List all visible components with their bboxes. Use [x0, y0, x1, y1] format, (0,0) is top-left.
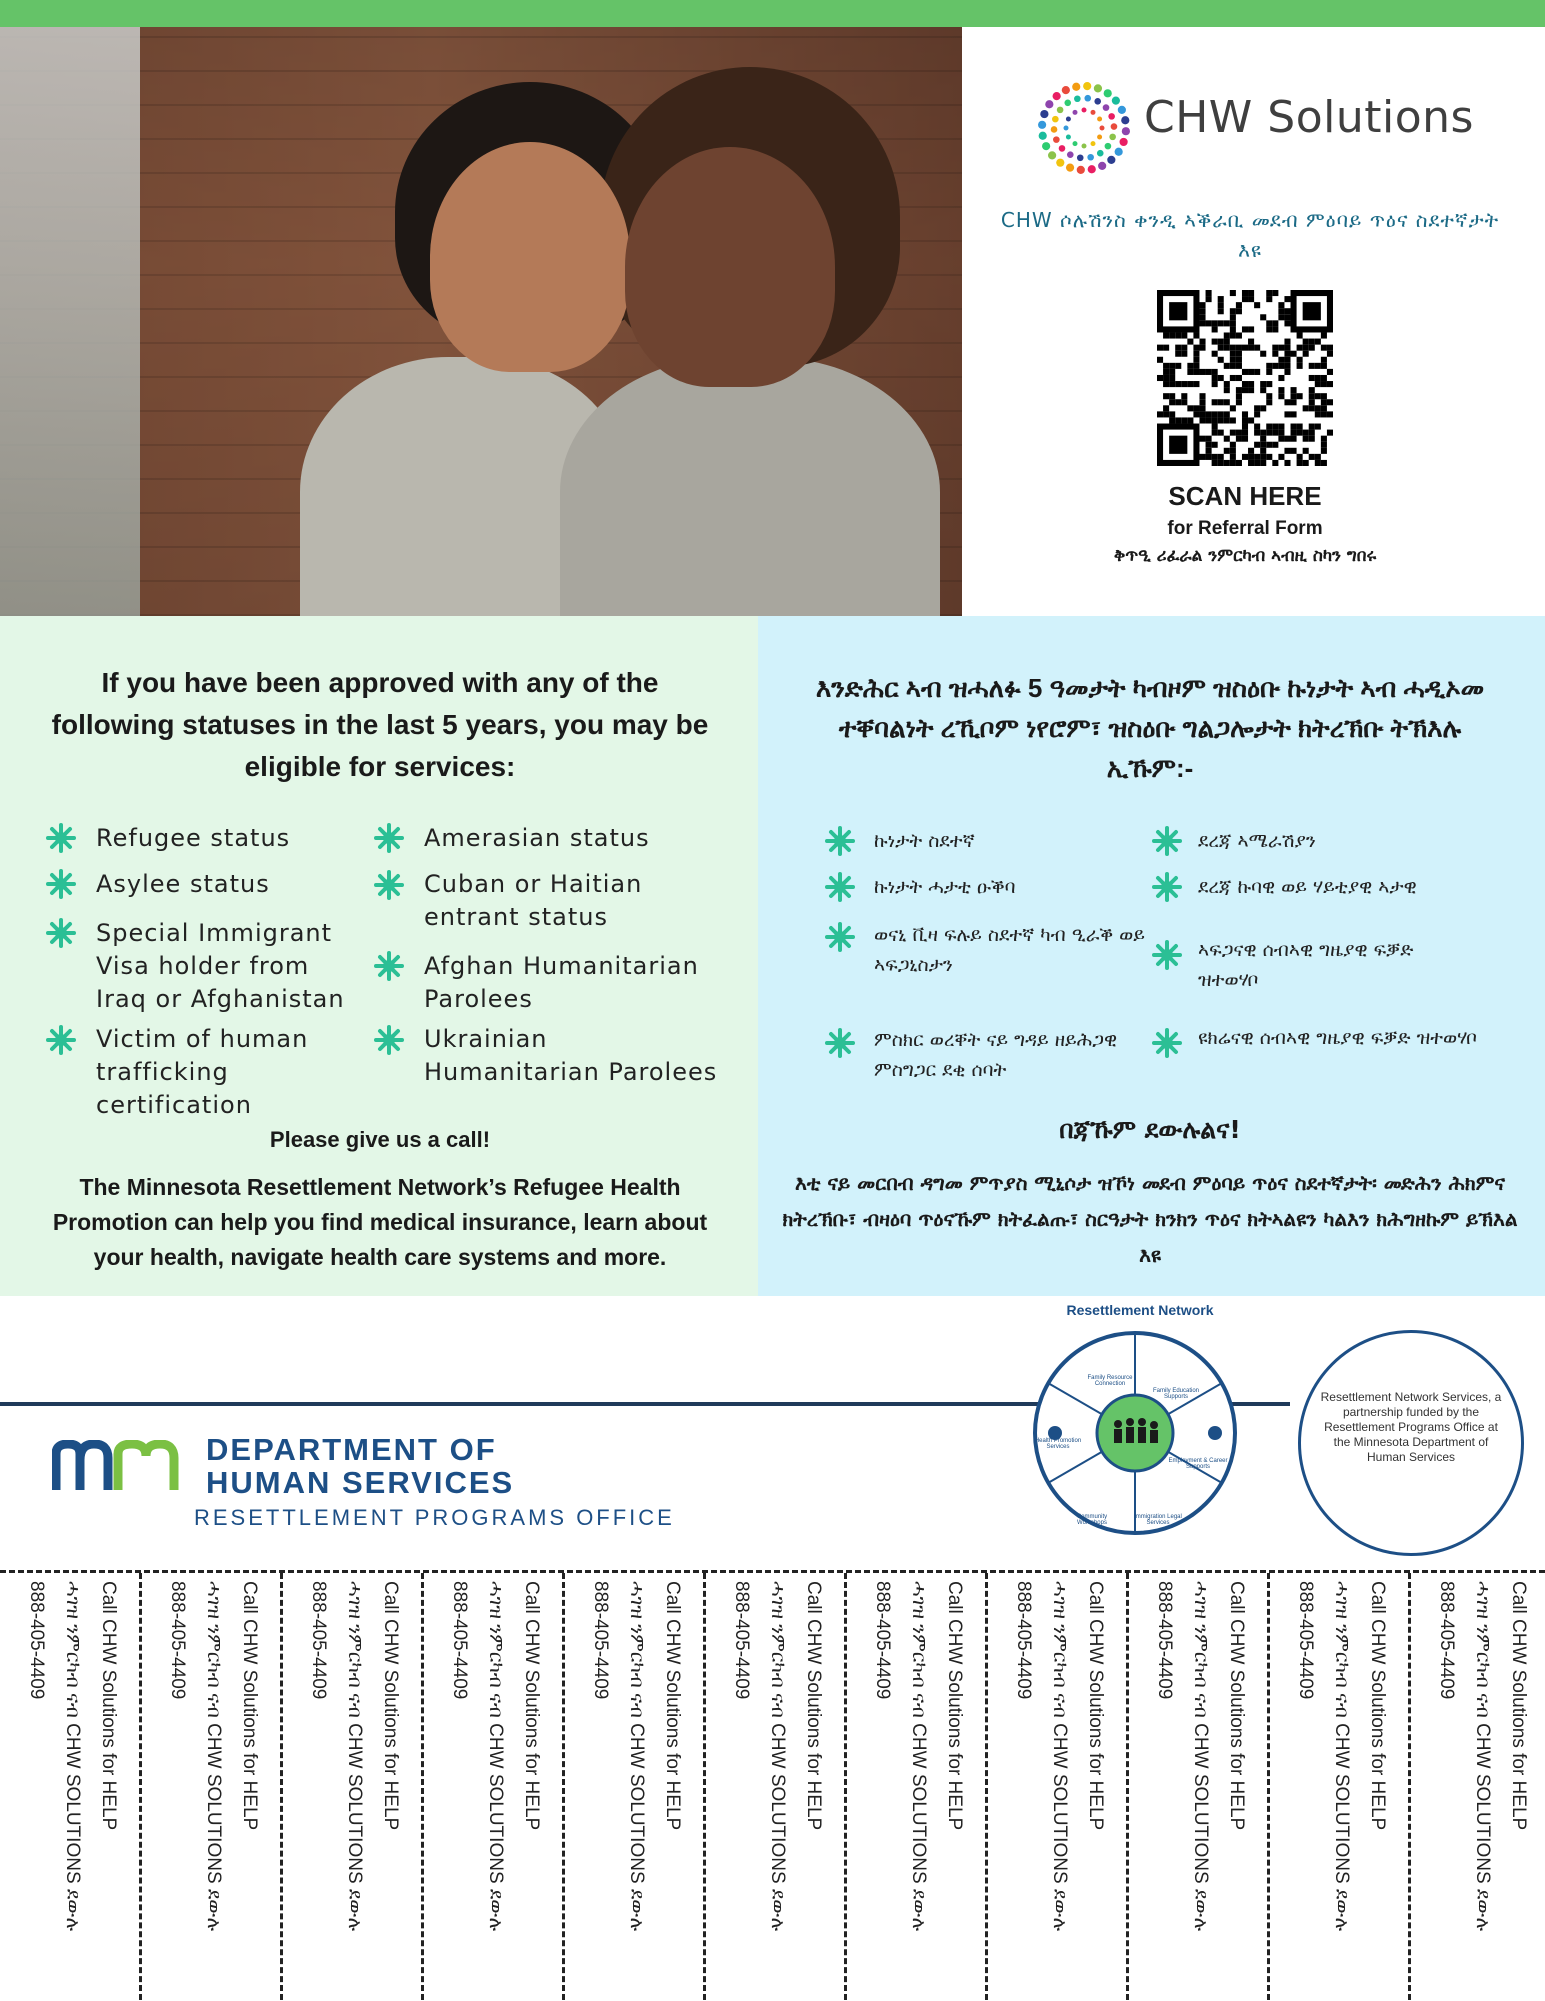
- tear-off-separator: [985, 1573, 988, 2000]
- star-bullet-icon: [1152, 940, 1182, 970]
- tear-off-separator: [421, 1573, 424, 2000]
- dhs-title-line2: HUMAN SERVICES: [206, 1465, 515, 1500]
- tear-off-tab-content: [282, 1573, 423, 2000]
- star-bullet-icon: [46, 918, 76, 948]
- tear-off-tab-content: [1269, 1573, 1410, 2000]
- scan-here-title: SCAN HERE: [1168, 481, 1322, 511]
- star-bullet-icon: [374, 823, 404, 853]
- tear-off-tab[interactable]: [564, 1573, 705, 2000]
- tear-off-line1: Call CHW Solutions for HELP: [1085, 1581, 1106, 1831]
- tear-off-tab[interactable]: [0, 1573, 141, 2000]
- dhs-title: [206, 1433, 514, 1499]
- chw-logo: [1034, 78, 1474, 168]
- tear-off-tab[interactable]: [423, 1573, 564, 2000]
- tear-off-phone: 888-405-4409: [872, 1581, 893, 1700]
- list-item: ኣፍጋናዊ ሰብኣዊ ግዜያዊ ፍቓድ ዝተወሃቦ: [1198, 939, 1414, 991]
- tear-off-line2: ሓገዝ ንምርካብ ናብ CHW SOLUTIONS ደውሉ: [485, 1581, 506, 1932]
- list-item: Refugee status: [96, 824, 291, 852]
- tear-off-separator: [280, 1573, 283, 2000]
- tear-off-line2: ሓገዝ ንምርካብ ናብ CHW SOLUTIONS ደውሉ: [203, 1581, 224, 1932]
- list-item: Afghan Humanitarian Parolees: [424, 952, 699, 1013]
- tear-off-tab-content: [1410, 1573, 1545, 2000]
- list-item: ዩክሬናዊ ሰብኣዊ ግዜያዊ ፍቓድ ዝተወሃቦ: [1198, 1027, 1477, 1049]
- network-segment-label: Immigration Legal Services: [1134, 1514, 1182, 1526]
- network-segment-label: Employment & Career Supports: [1168, 1458, 1228, 1470]
- network-description: Resettlement Network Services, a partnership funded by the Resettlement Programs Office at the Minnesota Department of Human Services: [1320, 1390, 1502, 1464]
- tear-off-tab-content: [141, 1573, 282, 2000]
- english-headline: If you have been approved with any of the following statuses in the last 5 years, you may be eligible for services:: [51, 667, 709, 782]
- tear-off-phone: 888-405-4409: [1436, 1581, 1457, 1700]
- tear-off-separator: [1408, 1573, 1411, 2000]
- list-item: ደረጃ ኣሜራሽያን: [1198, 830, 1316, 852]
- tigrinya-paragraph: እቲ ናይ መርበብ ዳግመ ምጥያስ ሚኒሶታ ዝኾነ መደብ ምዕባይ ጥዕና ስደተኛታት፡ መድሕን ሕክምና ክትረኽቡ፣ ብዛዕባ ጥዕናኹም ክትፈልጡ፣ ስርዓታት ክንክን ጥዕና ክትኣልዩን ካልእን ክሕግዘኩም ይኽእል እዩ: [782, 1171, 1518, 1267]
- tear-off-separator: [844, 1573, 847, 2000]
- tear-off-tab[interactable]: [846, 1573, 987, 2000]
- tear-off-tab[interactable]: [1269, 1573, 1410, 2000]
- tear-off-line2: ሓገዝ ንምርካብ ናብ CHW SOLUTIONS ደውሉ: [1049, 1581, 1070, 1932]
- list-item: ደረጃ ኩባዊ ወይ ሃይቲያዊ ኣታዊ: [1198, 876, 1417, 898]
- tear-off-separator: [1267, 1573, 1270, 2000]
- scan-here-tigrinya: ቅጥዒ ሪፈራል ንምርካብ ኣብዚ ስካን ግበሩ: [1113, 546, 1377, 566]
- tear-off-line1: Call CHW Solutions for HELP: [239, 1581, 260, 1831]
- tear-off-line1: Call CHW Solutions for HELP: [662, 1581, 683, 1831]
- star-bullet-icon: [46, 823, 76, 853]
- tear-off-line1: Call CHW Solutions for HELP: [1508, 1581, 1529, 1831]
- tear-off-tab[interactable]: [141, 1573, 282, 2000]
- network-segment-label: Health Promotion Services: [1034, 1438, 1082, 1450]
- list-item: Victim of human trafficking certification: [96, 1025, 309, 1119]
- tear-off-line2: ሓገዝ ንምርካብ ናብ CHW SOLUTIONS ደውሉ: [1472, 1581, 1493, 1932]
- list-item: Amerasian status: [424, 824, 650, 852]
- tear-off-phone: 888-405-4409: [167, 1581, 188, 1700]
- star-bullet-icon: [374, 870, 404, 900]
- tear-off-tab[interactable]: [987, 1573, 1128, 2000]
- tear-off-line2: ሓገዝ ንምርካብ ናብ CHW SOLUTIONS ደውሉ: [626, 1581, 647, 1932]
- dhs-title-line1: DEPARTMENT OF: [206, 1432, 497, 1467]
- star-bullet-icon: [825, 872, 855, 902]
- tear-off-tab-content: [564, 1573, 705, 2000]
- tear-off-tab-content: [987, 1573, 1128, 2000]
- star-bullet-icon: [825, 922, 855, 952]
- star-bullet-icon: [374, 951, 404, 981]
- star-bullet-icon: [825, 1028, 855, 1058]
- tigrinya-headline: እንድሕር ኣብ ዝሓለፉ 5 ዓመታት ካብዞም ዝስዕቡ ኩነታት ኣብ ሓዲኦመ ተቐባልነት ረኺቦም ነየሮም፣ ዝስዕቡ ግልጋሎታት ክትረኽቡ ትኽእሉ ኢኹም:-: [815, 673, 1485, 783]
- star-bullet-icon: [374, 1025, 404, 1055]
- chw-logo-text: CHW Solutions: [1144, 92, 1474, 143]
- tigrinya-call-heading: በጃኹም ደውሉልና!: [1059, 1115, 1241, 1144]
- tear-off-line2: ሓገዝ ንምርካብ ናብ CHW SOLUTIONS ደውሉ: [1190, 1581, 1211, 1932]
- tear-off-phone: 888-405-4409: [449, 1581, 470, 1700]
- list-item: ምስክር ወረቐት ናይ ግዳይ ዘይሕጋዊ ምስግጋር ደቂ ሰባት: [874, 1029, 1118, 1081]
- hero-photo: [0, 27, 962, 616]
- tear-off-phone: 888-405-4409: [1154, 1581, 1175, 1700]
- tear-off-separator: [139, 1573, 142, 2000]
- english-paragraph: The Minnesota Resettlement Network’s Refugee Health Promotion can help you find medical insurance, learn about your health, navigate health care systems and more.: [52, 1174, 708, 1270]
- list-item: Special Immigrant Visa holder from Iraq or Afghanistan: [96, 919, 345, 1013]
- list-item: Asylee status: [96, 870, 270, 898]
- star-bullet-icon: [1152, 1028, 1182, 1058]
- tear-off-phone: 888-405-4409: [1295, 1581, 1316, 1700]
- tear-off-phone: 888-405-4409: [1013, 1581, 1034, 1700]
- tear-off-line1: Call CHW Solutions for HELP: [98, 1581, 119, 1831]
- person-right-face: [625, 147, 835, 387]
- list-item: Cuban or Haitian entrant status: [424, 870, 643, 931]
- tear-off-line2: ሓገዝ ንምርካብ ናብ CHW SOLUTIONS ደውሉ: [62, 1581, 83, 1932]
- network-segment-label: Family Resource Connection: [1087, 1375, 1133, 1387]
- tear-off-line2: ሓገዝ ንምርካብ ናብ CHW SOLUTIONS ደውሉ: [1331, 1581, 1352, 1932]
- tear-off-line1: Call CHW Solutions for HELP: [803, 1581, 824, 1831]
- scan-here-subtitle: for Referral Form: [1167, 518, 1323, 539]
- tear-off-phone: 888-405-4409: [26, 1581, 47, 1700]
- network-segment-label: Community Workshops: [1076, 1514, 1108, 1526]
- tear-off-tab-content: [846, 1573, 987, 2000]
- network-wheel-diagram: [1030, 1328, 1240, 1538]
- tear-off-line1: Call CHW Solutions for HELP: [380, 1581, 401, 1831]
- tear-off-tab-content: [705, 1573, 846, 2000]
- brand-tagline: CHW ሶሉሽንስ ቀንዲ ኣቕራቢ መደብ ምዕባይ ጥዕና ስደተኛታት እዩ: [1000, 208, 1500, 262]
- tear-off-separator: [562, 1573, 565, 2000]
- tear-off-tab-content: [423, 1573, 564, 2000]
- top-accent-bar: [0, 0, 1545, 27]
- tear-off-line2: ሓገዝ ንምርካብ ናብ CHW SOLUTIONS ደውሉ: [908, 1581, 929, 1932]
- tear-off-separator: [1126, 1573, 1129, 2000]
- dhs-subtitle: RESETTLEMENT PROGRAMS OFFICE: [194, 1505, 675, 1530]
- list-item: ወናኒ ቪዛ ፍሉይ ስደተኛ ካብ ዒራቕ ወይ ኣፍጋኒስታን: [874, 924, 1145, 976]
- tear-off-phone: 888-405-4409: [308, 1581, 329, 1700]
- tear-off-tab[interactable]: [1128, 1573, 1269, 2000]
- tear-off-line1: Call CHW Solutions for HELP: [1226, 1581, 1247, 1831]
- star-bullet-icon: [1152, 872, 1182, 902]
- tear-off-tab[interactable]: [282, 1573, 423, 2000]
- window-background: [0, 27, 140, 616]
- tear-off-line1: Call CHW Solutions for HELP: [1367, 1581, 1388, 1831]
- tear-off-phone: 888-405-4409: [731, 1581, 752, 1700]
- tear-off-line1: Call CHW Solutions for HELP: [944, 1581, 965, 1831]
- tear-off-tab[interactable]: [705, 1573, 846, 2000]
- tear-off-line1: Call CHW Solutions for HELP: [521, 1581, 542, 1831]
- tear-off-tab-content: [1128, 1573, 1269, 2000]
- mn-logo-icon: [52, 1440, 182, 1492]
- person-right-sweater: [560, 357, 940, 616]
- english-call-heading: Please give us a call!: [269, 1127, 491, 1152]
- tear-off-line2: ሓገዝ ንምርካብ ናብ CHW SOLUTIONS ደውሉ: [767, 1581, 788, 1932]
- star-bullet-icon: [825, 826, 855, 856]
- tear-off-separator: [703, 1573, 706, 2000]
- star-bullet-icon: [1152, 826, 1182, 856]
- tear-off-phone: 888-405-4409: [590, 1581, 611, 1700]
- chw-logo-mark-icon: [1034, 78, 1134, 178]
- person-left-face: [430, 142, 630, 372]
- tear-off-tab[interactable]: [1410, 1573, 1545, 2000]
- network-segment-label: Family Education Supports: [1152, 1388, 1200, 1400]
- list-item: ኩነታት ስደተኛ: [874, 830, 975, 852]
- network-title: Resettlement Network: [1066, 1302, 1214, 1318]
- qr-code-icon[interactable]: [1157, 290, 1333, 466]
- star-bullet-icon: [46, 869, 76, 899]
- tear-off-line2: ሓገዝ ንምርካብ ናብ CHW SOLUTIONS ደውሉ: [344, 1581, 365, 1932]
- list-item: ኩነታት ሓታቲ ዑቕባ: [874, 876, 1016, 898]
- list-item: Ukrainian Humanitarian Parolees: [424, 1025, 718, 1086]
- tear-off-tab-content: [0, 1573, 141, 2000]
- star-bullet-icon: [46, 1025, 76, 1055]
